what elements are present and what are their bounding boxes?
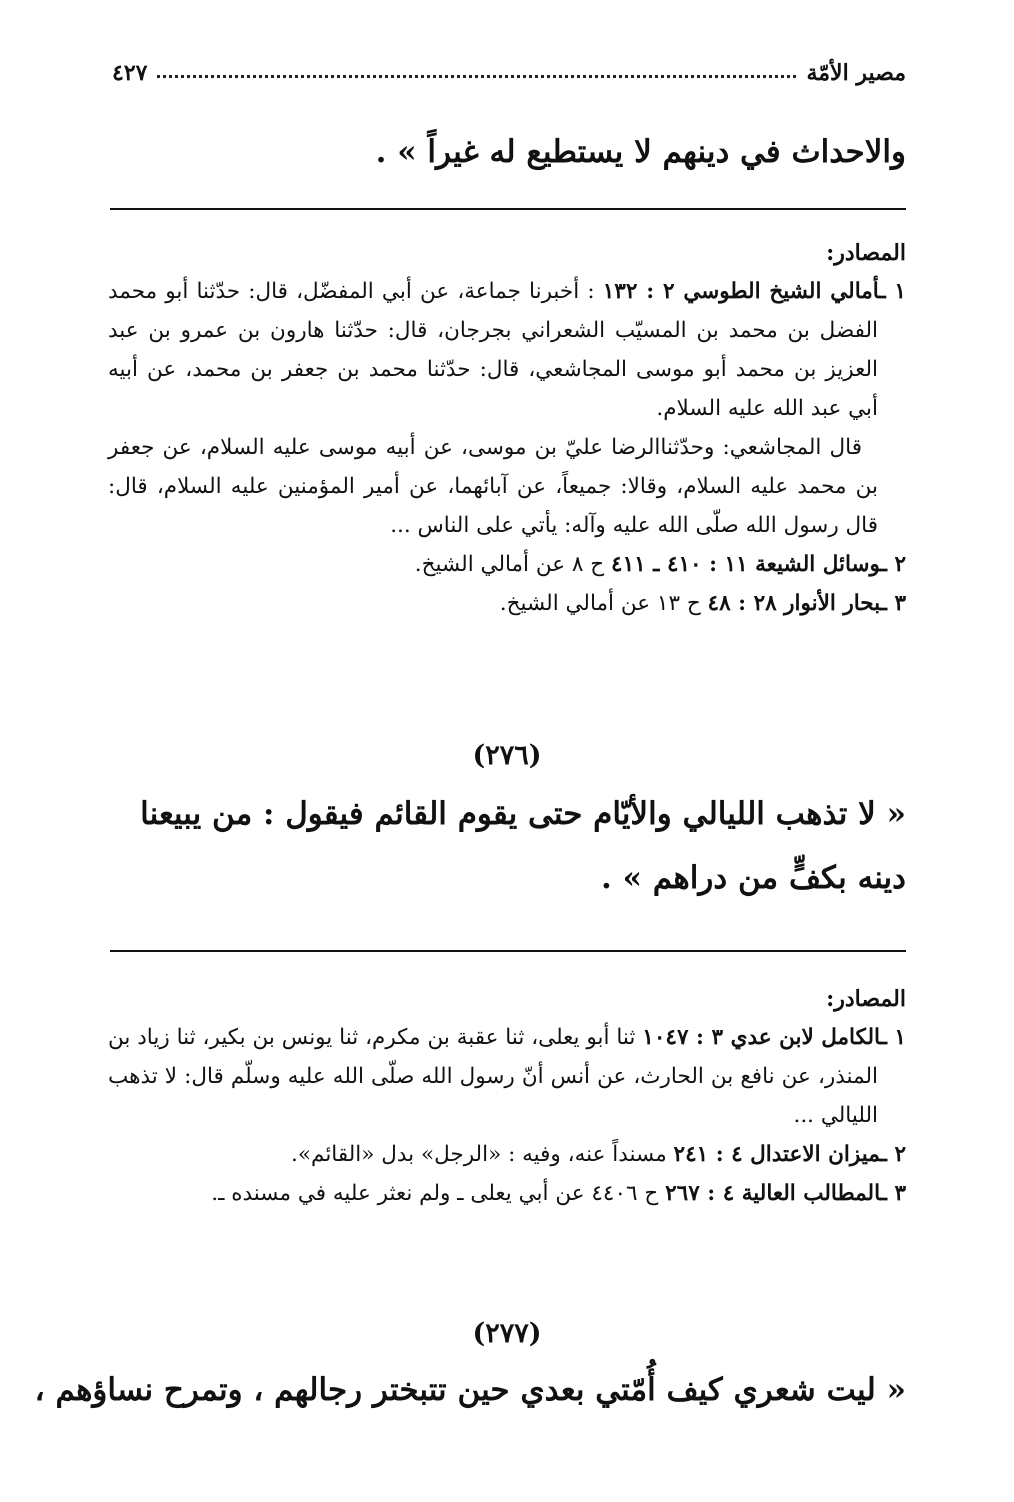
source-number: ٢ ـ bbox=[880, 552, 906, 577]
footnote-divider bbox=[110, 950, 906, 952]
source-continuation: قال المجاشعي: وحدّثناالرضا عليّ بن موسى، عن أبيه موسى عليه السلام، عن جعفر بن محمد عليه السلام، وقالا: جميعاً، عن آبائهما، عن أمير المؤمنين عليه السلام، قال: قال رسول الله صلّى الله عليه وآله: يأتي على الناس ... bbox=[108, 435, 878, 538]
source-text: ح ٤٤٠٦ عن أبي يعلى ـ ولم نعثر عليه في مسنده ـ. bbox=[211, 1181, 666, 1206]
top-hadith-ending: والاحداث في دينهم لا يستطيع له غيراً » . bbox=[375, 134, 906, 170]
sources-heading: المصادر: bbox=[826, 240, 906, 266]
source-book: بحار الأنوار ٢٨ : ٤٨ bbox=[707, 591, 881, 616]
source-book: ميزان الاعتدال ٤ : ٢٤١ bbox=[673, 1142, 881, 1167]
sources-section-2 bbox=[108, 986, 906, 1213]
source-text: ح ٨ عن أمالي الشيخ. bbox=[414, 552, 612, 577]
source-number: ٢ ـ bbox=[880, 1142, 906, 1167]
source-item bbox=[108, 1174, 906, 1213]
source-item bbox=[108, 272, 906, 428]
page-number: ٤٢٧ bbox=[112, 60, 148, 86]
source-book: وسائل الشيعة ١١ : ٤١٠ ـ ٤١١ bbox=[611, 552, 881, 577]
sources-heading: المصادر: bbox=[826, 986, 906, 1012]
source-number: ١ ـ bbox=[880, 1025, 906, 1050]
source-book: المطالب العالية ٤ : ٢٦٧ bbox=[665, 1181, 881, 1206]
source-number: ٣ ـ bbox=[880, 1181, 906, 1206]
source-book: الكامل لابن عدي ٣ : ١٠٤٧ bbox=[642, 1025, 881, 1050]
header-dot-leader bbox=[157, 75, 796, 78]
running-header bbox=[112, 52, 906, 86]
source-text: ثنا أبو يعلى، ثنا عقبة بن مكرم، ثنا يونس بن بكير، ثنا زياد بن المنذر، عن نافع بن الحارث، عن أنس أنّ رسول الله صلّى الله عليه وسلّم قال: لا تذهب الليالي ... bbox=[108, 1025, 878, 1128]
source-item bbox=[108, 1018, 906, 1135]
source-item bbox=[108, 584, 906, 623]
hadith-text: « لا تذهب الليالي والأيّام حتى يقوم القائم فيقول : من يبيعنا دينه بكفٍّ من دراهم » . bbox=[140, 796, 906, 896]
sources-section-1 bbox=[108, 240, 906, 623]
source-number: ١ ـ bbox=[879, 279, 906, 304]
source-number: ٣ ـ bbox=[880, 591, 906, 616]
hadith-number: (٢٧٦) bbox=[472, 740, 542, 771]
source-text: ح ١٣ عن أمالي الشيخ. bbox=[499, 591, 708, 616]
source-book: أمالي الشيخ الطوسي ٢ : ١٣٢ bbox=[602, 279, 880, 304]
hadith-number: (٢٧٧) bbox=[472, 1318, 542, 1349]
source-item bbox=[108, 1135, 906, 1174]
source-item bbox=[108, 545, 906, 584]
hadith-text: « ليت شعري كيف أُمّتي بعدي حين تتبختر رجالهم ، وتمرح نساؤهم ، bbox=[34, 1372, 906, 1408]
source-text: : أخبرنا جماعة، عن أبي المفضّل، قال: حدّثنا أبو محمد الفضل بن محمد بن المسيّب الشعراني بجرجان، قال: حدّثنا هارون بن عمرو بن عبد العزيز بن محمد أبو موسى المجاشعي، قال: حدّثنا محمد بن جعفر بن محمد، عن أبيه أبي عبد الله عليه السلام. bbox=[108, 279, 878, 421]
footnote-divider bbox=[110, 208, 906, 210]
source-text: مسنداً عنه، وفيه : «الرجل» بدل «القائم». bbox=[291, 1142, 674, 1167]
header-title: مصير الأمّة bbox=[806, 60, 906, 86]
hadith-277 bbox=[34, 1318, 906, 1438]
